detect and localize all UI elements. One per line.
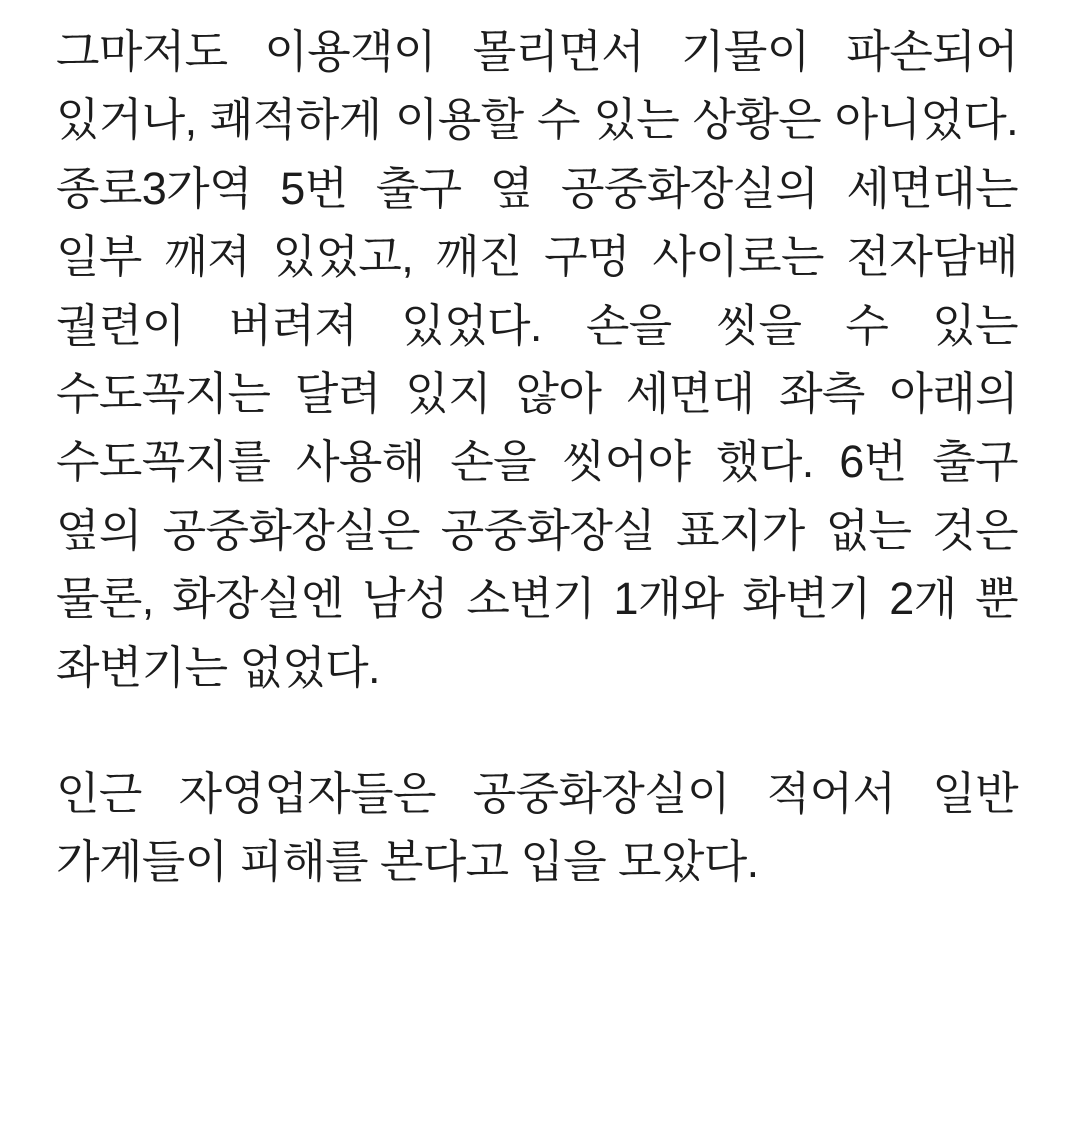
article-paragraph-2: 인근 자영업자들은 공중화장실이 적어서 일반 가게들이 피해를 본다고 입을 모았다. [56, 767, 1018, 888]
article-paragraph-1: 그마저도 이용객이 몰리면서 기물이 파손되어 있거나, 쾌적하게 이용할 수 있는 상황은 아니었다. 종로3가역 5번 출구 옆 공중화장실의 세면대는 일부 깨져 있었고, 깨진 구멍 사이로는 전자담배 궐련이 버려져 있었다. 손을 씻을 수 있는 수도꼭지는 달려 있지 않아 세면대 좌측 아래의 수도꼭지를 사용해 손을 씻어야 했다. 6번 출구 옆의 공중화장실은 공중화장실 표지가 없는 것은 물론, 화장실엔 남성 소변기 1개와 화변기 2개 뿐 좌변기는 없었다. [56, 26, 1018, 693]
